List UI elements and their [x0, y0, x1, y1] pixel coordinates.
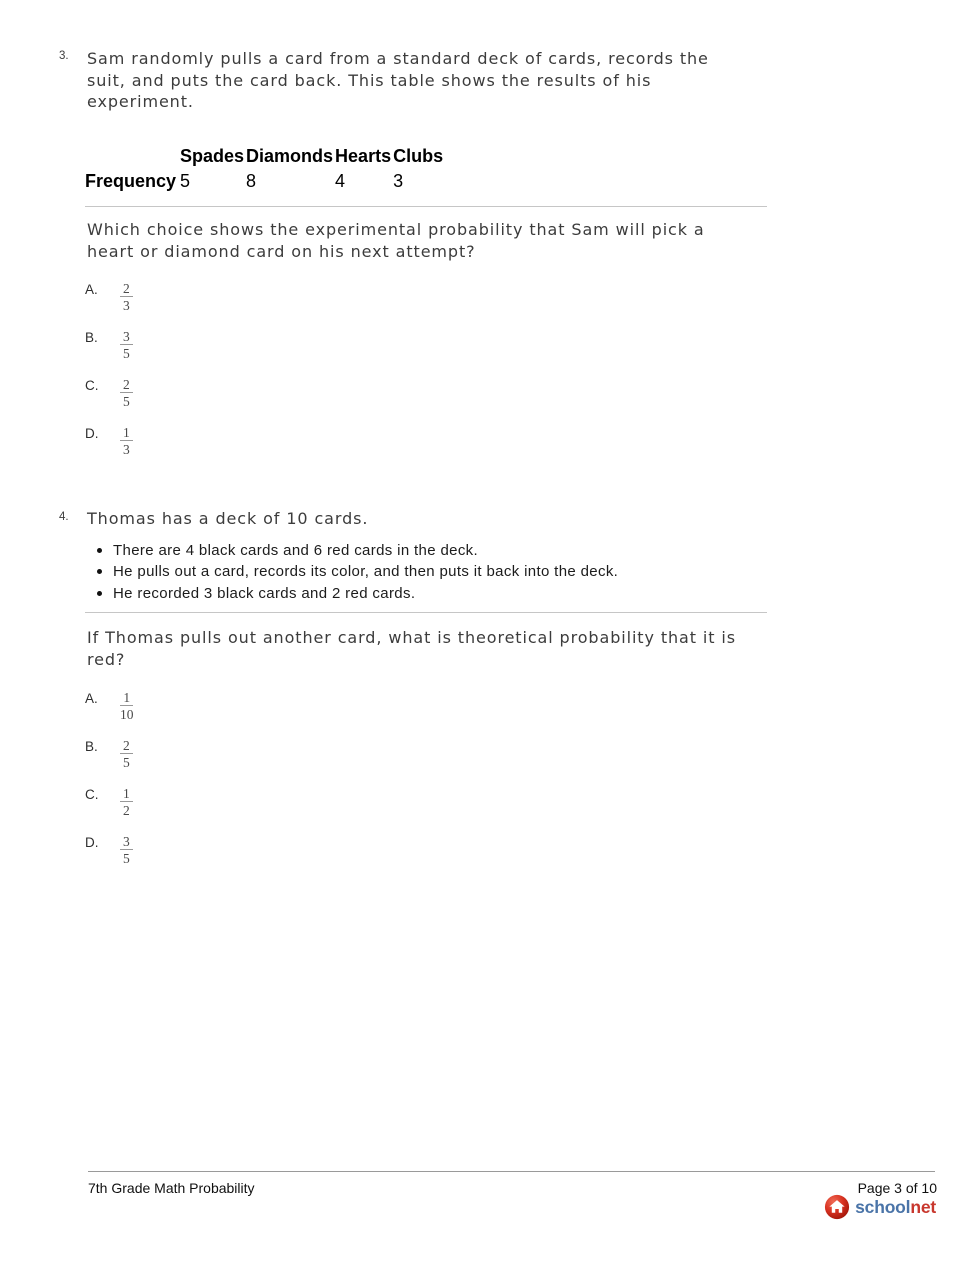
table-frequency-row	[85, 169, 445, 194]
choice-row-3b	[85, 329, 133, 361]
table-header-row	[85, 144, 445, 169]
frequency-value-hearts: 4	[335, 171, 346, 191]
footer-divider	[88, 1171, 935, 1172]
prompt-line: Which choice shows the experimental probability that Sam will pick a	[87, 220, 705, 239]
logo-text-net: net	[910, 1196, 936, 1217]
logo-text-school: school	[855, 1196, 911, 1217]
home-icon	[824, 1194, 850, 1220]
bullet-text: He recorded 3 black cards and 2 red cards.	[113, 584, 416, 602]
question-4-divider	[85, 612, 767, 613]
footer-page-number: Page 3 of 10	[857, 1180, 937, 1196]
question-3-divider	[85, 206, 767, 207]
stem-line: suit, and puts the card back. This table shows the results of his	[87, 70, 652, 90]
fraction-denominator: 2	[123, 803, 130, 818]
choice-row-4d	[85, 834, 133, 866]
bullet-item	[95, 561, 618, 582]
fraction	[120, 834, 133, 866]
fraction	[120, 690, 134, 722]
bullet-item	[95, 540, 618, 561]
choice-row-3c	[85, 377, 133, 409]
stem-line: Thomas has a deck of 10 cards.	[87, 509, 369, 528]
prompt-line: red?	[87, 649, 126, 669]
frequency-value-clubs: 3	[393, 171, 404, 191]
choice-row-3a	[85, 281, 133, 313]
fraction-numerator: 3	[120, 834, 133, 850]
bullet-text: There are 4 black cards and 6 red cards in the deck.	[113, 542, 479, 559]
choice-label: D.	[85, 426, 99, 441]
schoolnet-logo	[824, 1194, 936, 1220]
bullet-text: He pulls out a card, records its color, and then puts it back into the deck.	[113, 563, 619, 581]
logo-text	[855, 1197, 936, 1218]
fraction	[120, 281, 133, 313]
question-3-stem	[87, 48, 709, 113]
fraction-denominator: 5	[123, 755, 130, 770]
column-header-hearts: Hearts	[335, 146, 392, 166]
bullet-item	[95, 583, 618, 604]
choice-label: D.	[85, 835, 99, 850]
choice-label: A.	[85, 282, 98, 297]
fraction-numerator: 2	[120, 377, 133, 393]
choice-row-3d	[85, 425, 133, 457]
question-4-stem	[87, 508, 368, 530]
choice-label: B.	[85, 330, 98, 345]
question-4-number: 4.	[59, 511, 69, 523]
choice-label: C.	[85, 787, 99, 802]
stem-line: Sam randomly pulls a card from a standard deck of cards, records the	[87, 49, 709, 68]
fraction-denominator: 3	[123, 298, 130, 313]
fraction-denominator: 3	[123, 442, 130, 457]
choice-label: B.	[85, 739, 98, 754]
fraction-denominator: 5	[123, 851, 130, 866]
fraction-denominator: 5	[123, 346, 130, 361]
column-header-spades: Spades	[180, 146, 245, 166]
fraction	[120, 329, 133, 361]
frequency-value-spades: 5	[180, 171, 191, 191]
question-4-bullet-list	[95, 540, 618, 604]
fraction-numerator: 1	[120, 786, 133, 802]
fraction-numerator: 3	[120, 329, 133, 345]
fraction-denominator: 10	[120, 707, 134, 722]
column-header-diamonds: Diamonds	[246, 146, 334, 166]
choice-label: C.	[85, 378, 99, 393]
choice-row-4c	[85, 786, 133, 818]
prompt-line: If Thomas pulls out another card, what is theoretical probability that it is	[87, 628, 736, 647]
fraction	[120, 377, 133, 409]
choice-label: A.	[85, 691, 98, 706]
fraction-numerator: 2	[120, 281, 133, 297]
question-3-prompt	[87, 219, 705, 262]
column-header-clubs: Clubs	[393, 146, 444, 166]
row-header-frequency: Frequency	[85, 171, 177, 191]
fraction	[120, 786, 133, 818]
footer-course-title: 7th Grade Math Probability	[88, 1180, 255, 1196]
fraction	[120, 425, 133, 457]
stem-line: experiment.	[87, 92, 194, 111]
fraction-numerator: 1	[120, 690, 133, 706]
frequency-value-diamonds: 8	[246, 171, 257, 191]
fraction	[120, 738, 133, 770]
table-corner-cell	[85, 144, 180, 169]
fraction-denominator: 5	[123, 394, 130, 409]
prompt-line: heart or diamond card on his next attempt?	[87, 241, 476, 261]
question-3-number: 3.	[59, 50, 69, 62]
frequency-table	[85, 144, 445, 194]
fraction-numerator: 2	[120, 738, 133, 754]
choice-row-4a	[85, 690, 134, 722]
fraction-numerator: 1	[120, 425, 133, 441]
question-4-prompt	[87, 627, 736, 670]
choice-row-4b	[85, 738, 133, 770]
